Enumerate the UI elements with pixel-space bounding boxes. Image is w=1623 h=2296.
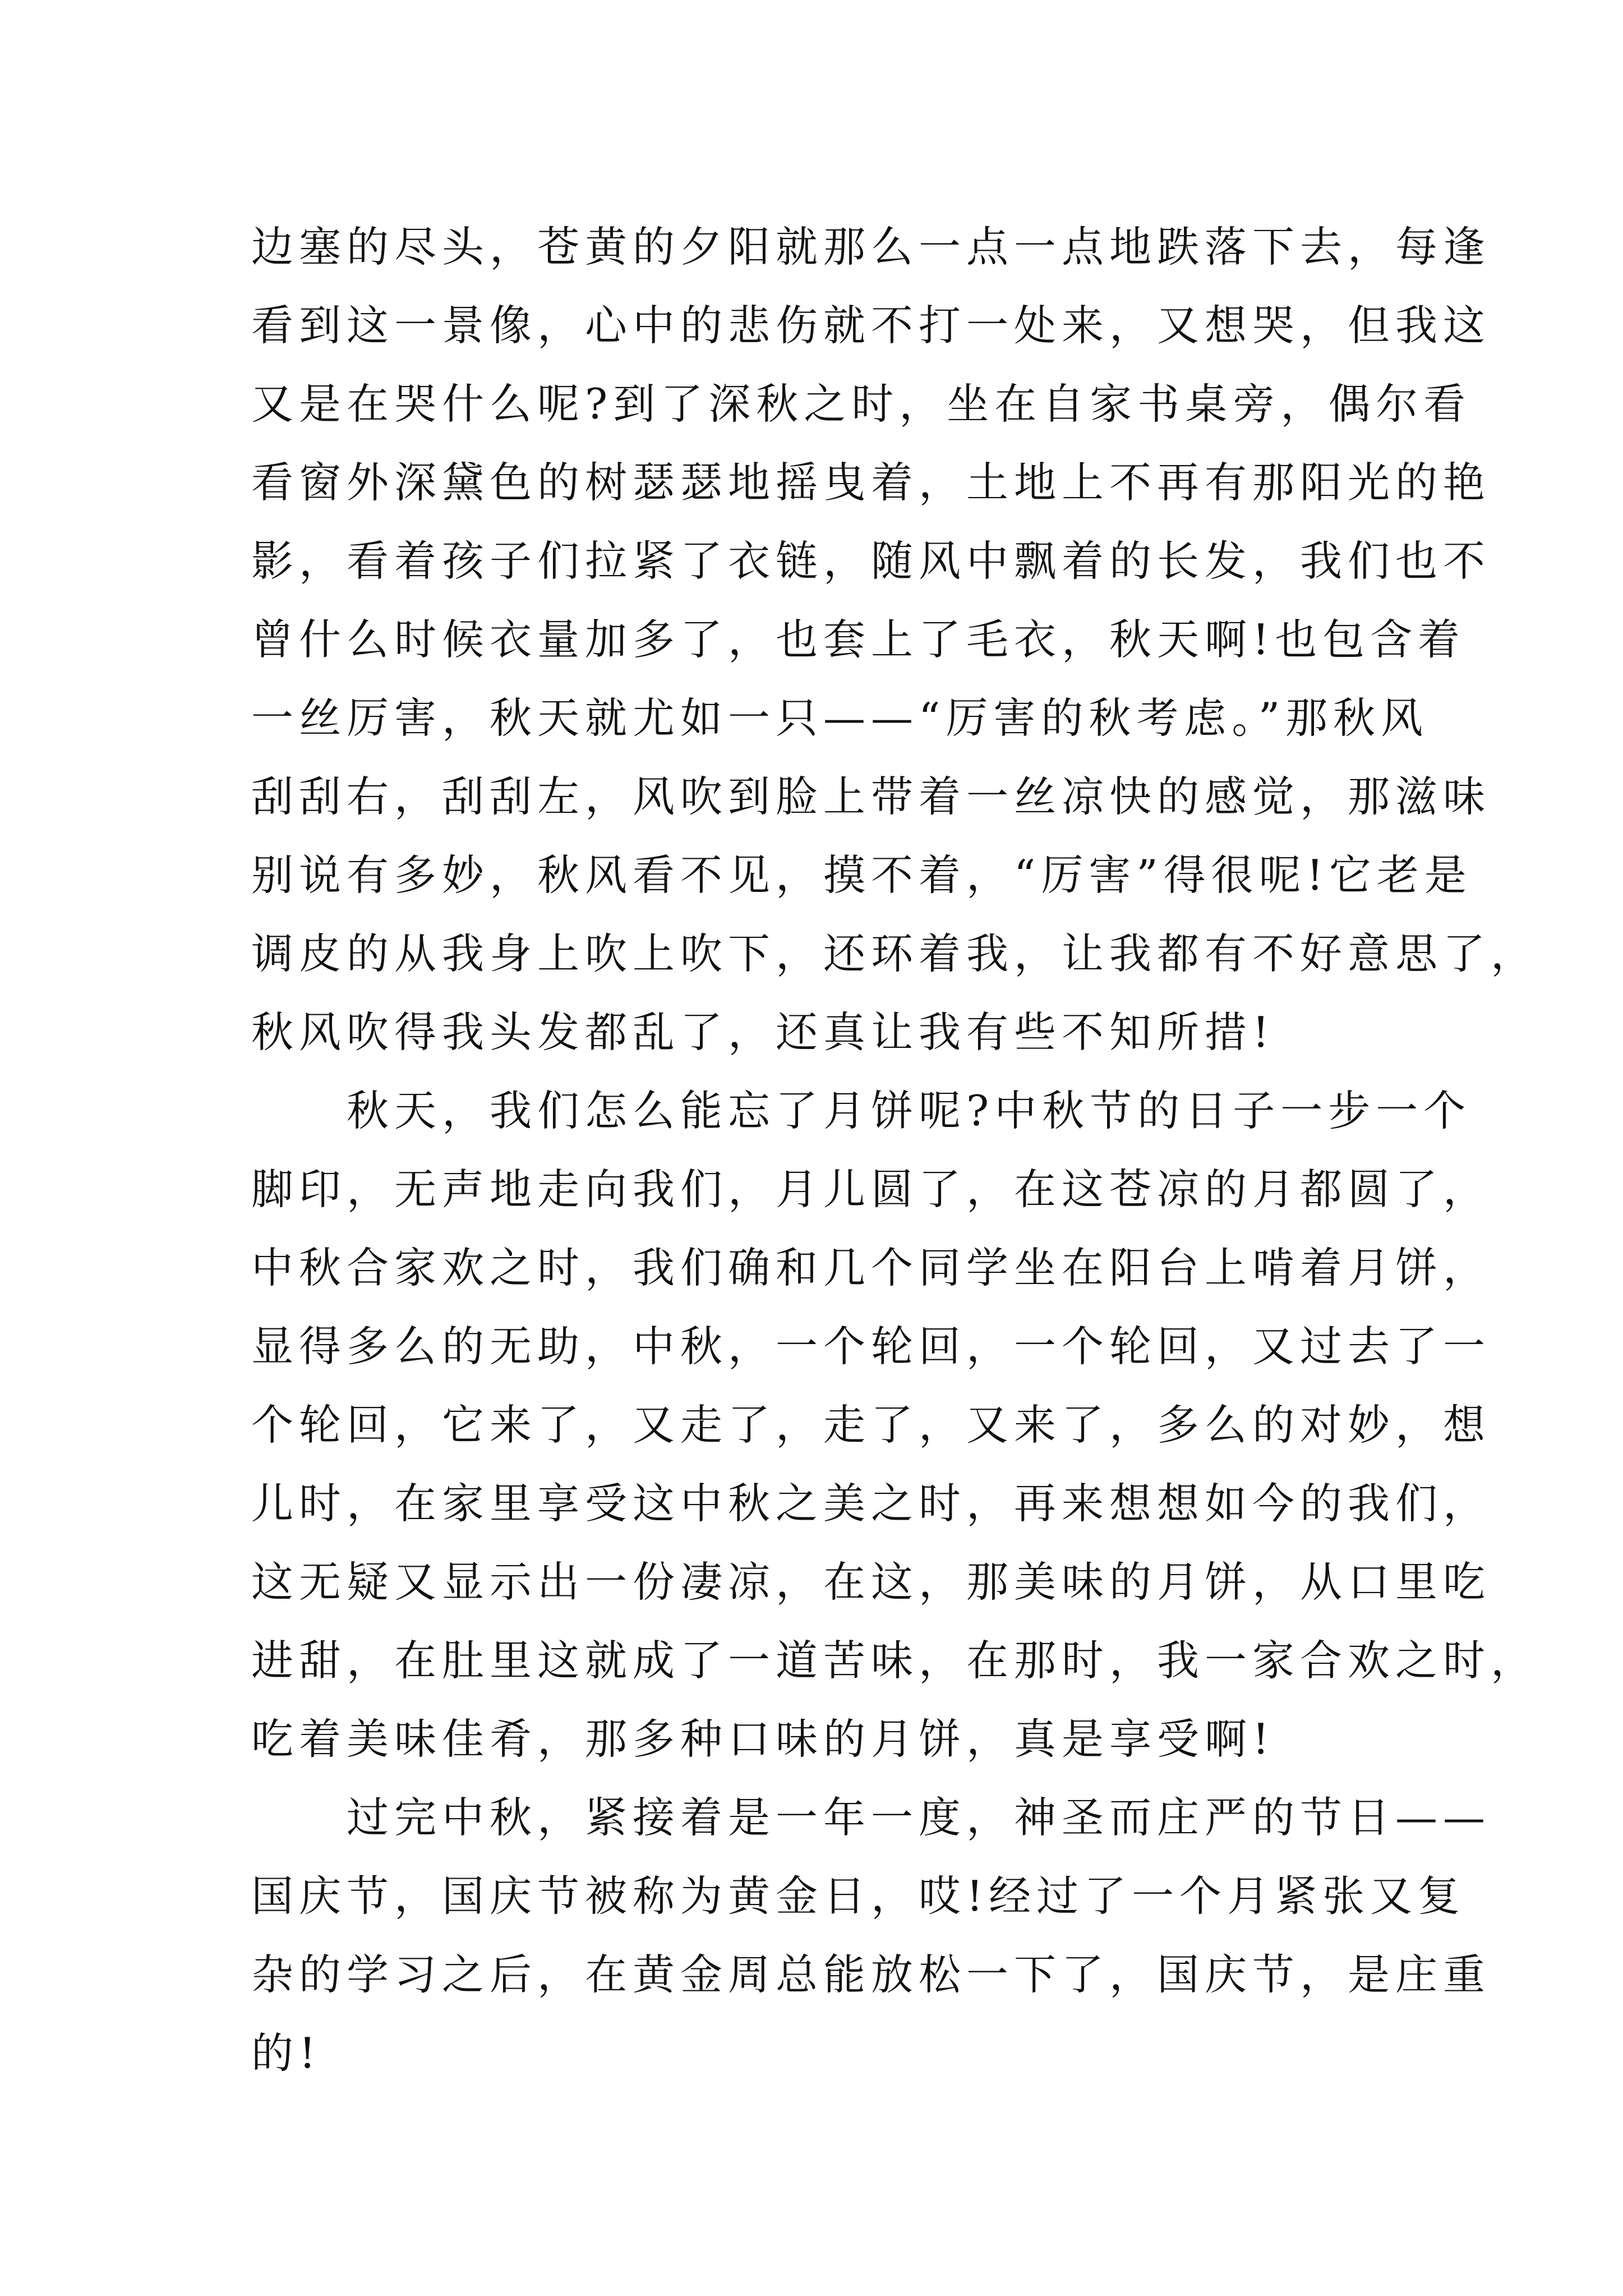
text-line: 看窗外深黛色的树瑟瑟地摇曳着，土地上不再有那阳光的艳	[251, 458, 1491, 507]
text-line: 杂的学习之后，在黄金周总能放松一下了，国庆节，是庄重	[251, 1950, 1491, 1999]
text-line: 儿时，在家里享受这中秋之美之时，再来想想如今的我们，	[251, 1479, 1491, 1528]
text-line: 秋天，我们怎么能忘了月饼呢?中秋节的日子一步一个	[251, 1086, 1472, 1135]
text-line: 过完中秋，紧接着是一年一度，神圣而庄严的节日——	[251, 1793, 1491, 1842]
text-line: 显得多么的无助，中秋，一个轮回，一个轮回，又过去了一	[251, 1322, 1491, 1371]
text-line: 曾什么时候衣量加多了，也套上了毛衣，秋天啊!也包含着	[251, 615, 1466, 664]
text-line: 的!	[251, 2028, 322, 2078]
text-line: 看到这一景像，心中的悲伤就不打一处来，又想哭，但我这	[251, 301, 1491, 350]
text-line: 脚印，无声地走向我们，月儿圆了，在这苍凉的月都圆了，	[251, 1165, 1491, 1214]
text-line: 国庆节，国庆节被称为黄金日，哎!经过了一个月紧张又复	[251, 1871, 1466, 1921]
text-line: 个轮回，它来了，又走了，走了，又来了，多么的对妙，想	[251, 1400, 1491, 1450]
text-line: 影，看着孩子们拉紧了衣链，随风中飘着的长发，我们也不	[251, 536, 1491, 586]
text-line: 一丝厉害，秋天就尤如一只——“厉害的秋考虑。”那秋风	[251, 693, 1429, 743]
text-line: 边塞的尽头，苍黄的夕阳就那么一点一点地跌落下去，每逢	[251, 222, 1491, 272]
text-line: 别说有多妙，秋风看不见，摸不着，“厉害”得很呢!它老是	[251, 850, 1472, 900]
text-line: 中秋合家欢之时，我们确和几个同学坐在阳台上啃着月饼，	[251, 1243, 1491, 1292]
body-text	[251, 208, 1539, 2092]
paragraph-national-day	[251, 1778, 1491, 2092]
paragraph-mooncake	[251, 1071, 1539, 1778]
text-line: 这无疑又显示出一份凄凉，在这，那美味的月饼，从口里吃	[251, 1557, 1491, 1607]
text-line: 刮刮右，刮刮左，风吹到脸上带着一丝凉快的感觉，那滋味	[251, 772, 1491, 821]
text-line: 又是在哭什么呢?到了深秋之时，坐在自家书桌旁，偶尔看	[251, 379, 1472, 429]
text-line: 进甜，在肚里这就成了一道苦味，在那时，我一家合欢之时，	[251, 1636, 1539, 1685]
text-line: 秋风吹得我头发都乱了，还真让我有些不知所措!	[251, 1007, 1275, 1057]
text-line: 调皮的从我身上吹上吹下，还环着我，让我都有不好意思了，	[251, 929, 1539, 978]
text-line: 吃着美味佳肴，那多种口味的月饼，真是享受啊!	[251, 1714, 1275, 1764]
paragraph-autumn-wind	[251, 208, 1539, 1071]
